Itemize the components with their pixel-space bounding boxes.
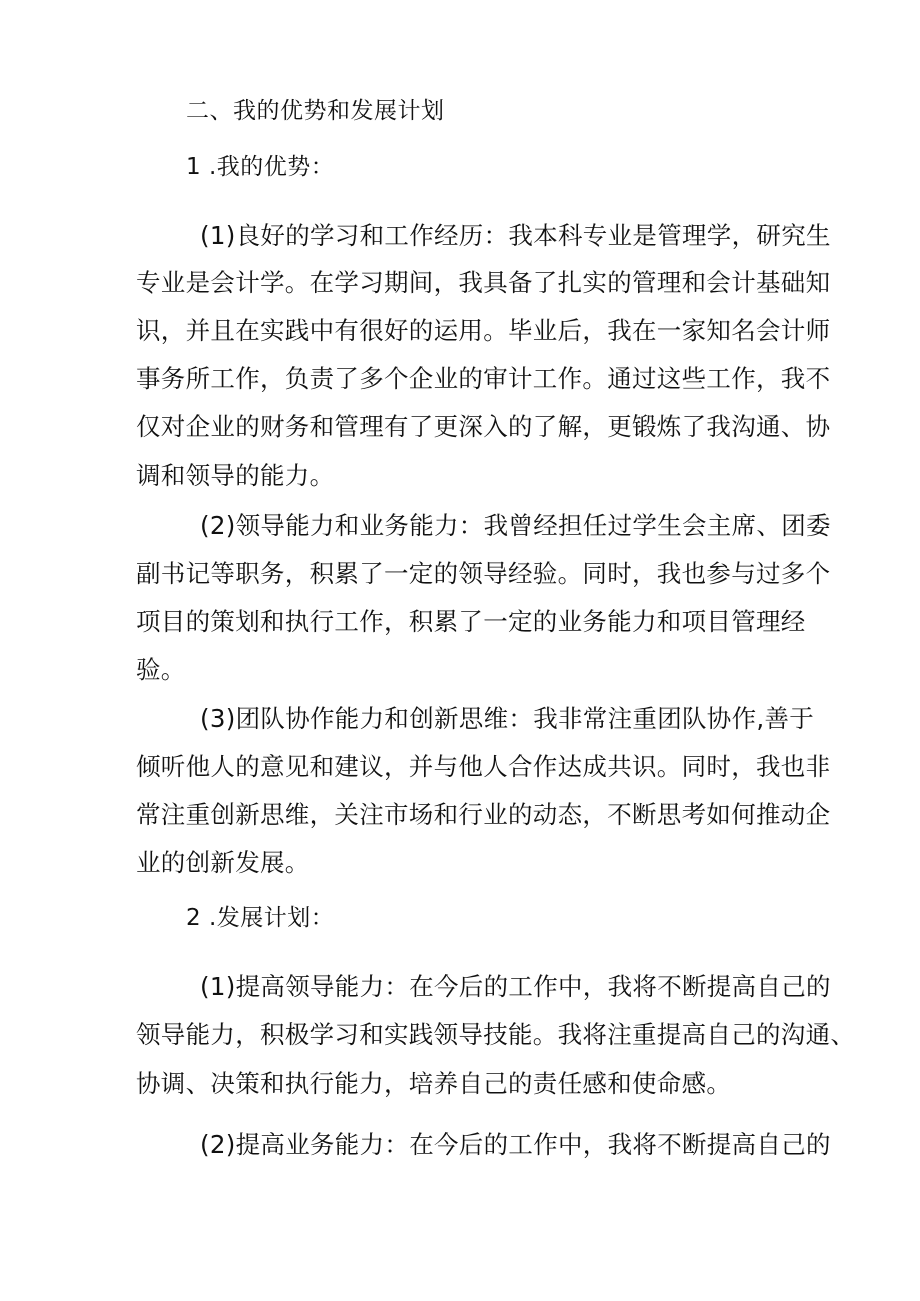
section-title: 二、我的优势和发展计划	[186, 98, 445, 124]
advantage-1-line-3: 识，并且在实践中有很好的运用。毕业后，我在一家知名会计师	[136, 316, 831, 345]
advantage-2-line-2: 副书记等职务，积累了一定的领导经验。同时，我也参与过多个	[136, 559, 831, 588]
advantage-3-line-4: 业的创新发展。	[136, 848, 310, 877]
advantage-1-line-4: 事务所工作，负责了多个企业的审计工作。通过这些工作，我不	[136, 364, 831, 393]
plan-1-line-1: (1)提高领导能力：在今后的工作中，我将不断提高自己的	[200, 972, 831, 1001]
advantage-1-line-2: 专业是会计学。在学习期间，我具备了扎实的管理和会计基础知	[136, 268, 831, 297]
advantage-1-line-5: 仅对企业的财务和管理有了更深入的了解，更锻炼了我沟通、协	[136, 412, 831, 441]
advantages-heading: 1 .我的优势：	[186, 154, 335, 180]
plan-1-line-2: 领导能力，积极学习和实践领导技能。我将注重提高自己的沟通、	[136, 1020, 856, 1049]
advantage-3-line-2: 倾听他人的意见和建议，并与他人合作达成共识。同时，我也非	[136, 752, 831, 781]
plan-heading: 2 .发展计划：	[186, 905, 335, 931]
plan-1-line-3: 协调、决策和执行能力，培养自己的责任感和使命感。	[136, 1069, 732, 1098]
advantage-2-line-4: 验。	[136, 655, 186, 684]
advantage-2-line-1: (2)领导能力和业务能力：我曾经担任过学生会主席、团委	[200, 511, 831, 540]
advantage-1-line-1: (1)良好的学习和工作经历：我本科专业是管理学，研究生	[200, 221, 831, 250]
advantage-3-line-3: 常注重创新思维，关注市场和行业的动态，不断思考如何推动企	[136, 800, 831, 829]
plan-2-line-1: (2)提高业务能力：在今后的工作中，我将不断提高自己的	[200, 1130, 831, 1159]
advantage-2-line-3: 项目的策划和执行工作，积累了一定的业务能力和项目管理经	[136, 607, 806, 636]
advantage-1-line-6: 调和领导的能力。	[136, 461, 335, 490]
advantage-3-line-1: (3)团队协作能力和创新思维：我非常注重团队协作,善于	[200, 704, 815, 733]
